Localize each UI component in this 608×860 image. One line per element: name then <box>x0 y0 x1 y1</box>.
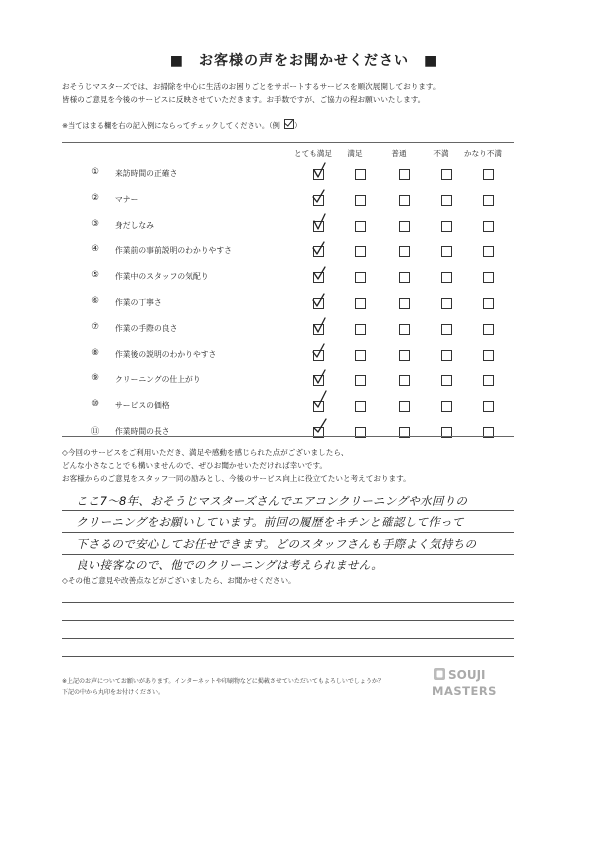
other-prompt: ◇その他ご意見や改善点などがございましたら、お聞かせください。 <box>62 576 296 585</box>
row-label: 作業の丁寧さ <box>115 298 162 307</box>
feedback-prompt-line-3: お客様からのご意見をスタッフ一同の励みとし、今後のサービス向上に役立てたいと考えております。 <box>62 474 411 483</box>
rating-checkbox[interactable] <box>399 246 410 257</box>
ruled-line <box>62 554 514 555</box>
rating-checkbox[interactable] <box>399 195 410 206</box>
row-label: 身だしなみ <box>115 220 154 230</box>
row-number: ① <box>91 167 99 177</box>
row-label: 作業後の説明のわかりやすさ <box>115 349 217 359</box>
ruled-line <box>62 510 514 511</box>
rating-checkbox[interactable] <box>355 169 366 180</box>
ruled-line <box>62 638 514 639</box>
handwritten-line: ここ7〜8年、おそうじマスターズさんでエアコンクリーニングや水回りの <box>76 494 468 508</box>
column-header: とても満足 <box>294 149 332 158</box>
row-number: ④ <box>91 244 99 255</box>
rating-checkbox[interactable] <box>355 401 366 412</box>
footer-line-2: 下記の中から丸印をお付けください。 <box>62 689 165 696</box>
rating-checkbox[interactable] <box>441 401 452 412</box>
row-number: ⑤ <box>91 270 99 281</box>
check-mark-icon <box>312 291 326 309</box>
rating-checkbox[interactable] <box>483 221 494 232</box>
rating-checkbox[interactable] <box>483 350 494 361</box>
check-instruction-text: ※当てはまる欄を右の記入例にならってチェックしてください。（例 <box>62 121 280 130</box>
row-number: ⑦ <box>91 321 99 332</box>
rating-checkbox[interactable] <box>441 272 452 283</box>
row-label: 作業中のスタッフの気配り <box>115 272 209 282</box>
row-label: 作業前の事前説明のわかりやすさ <box>115 246 232 256</box>
divider <box>62 436 514 437</box>
example-checkbox-icon <box>284 119 294 129</box>
check-mark-icon <box>312 317 326 335</box>
row-label: 来訪時間の正確さ <box>115 169 178 178</box>
rating-checkbox[interactable] <box>399 221 410 232</box>
check-mark-icon <box>312 214 326 232</box>
check-instruction: ※当てはまる欄を右の記入例にならってチェックしてください。（例 ） <box>62 121 302 130</box>
rating-checkbox[interactable] <box>355 324 366 335</box>
rating-checkbox[interactable] <box>355 272 366 283</box>
rating-checkbox[interactable] <box>399 298 410 309</box>
logo-line-2: MASTERS <box>432 684 497 698</box>
row-number: ⑪ <box>90 427 100 437</box>
rating-checkbox[interactable] <box>483 401 494 412</box>
column-header: かなり不満 <box>464 149 502 158</box>
feedback-prompt <box>62 446 532 485</box>
row-label: クリーニングの仕上がり <box>115 375 201 385</box>
handwritten-line: 良い接客なので、他でのクリーニングは考えられません。 <box>76 558 384 572</box>
rating-checkbox[interactable] <box>441 169 452 180</box>
rating-checkbox[interactable] <box>355 298 366 309</box>
handwritten-line: クリーニングをお願いしています。前回の履歴をキチンと確認して作って <box>76 515 464 529</box>
feedback-prompt-line-1: ◇今回のサービスをご利用いただき、満足や感動を感じられた点がございましたら、 <box>62 448 349 457</box>
rating-checkbox[interactable] <box>483 246 494 257</box>
rating-checkbox[interactable] <box>399 272 410 283</box>
handwritten-line: 下さるので安心してお任せできます。どのスタッフさんも手際よく気持ちの <box>76 537 477 551</box>
row-label: 作業時間の長さ <box>115 427 170 436</box>
footer-line-1: ※上記のお声についてお願いがあります。インターネットや印刷物などに掲載させていただいてもよろしいでしょうか？ <box>62 678 384 685</box>
ruled-line <box>62 532 514 533</box>
row-label: サービスの価格 <box>115 401 170 411</box>
rating-checkbox[interactable] <box>441 375 452 386</box>
rating-checkbox[interactable] <box>399 375 410 386</box>
row-number: ⑩ <box>91 399 99 410</box>
intro-line-2: 皆様のご意見を今後のサービスに反映させていただきます。お手数ですが、ご協力の程お願いいたします。 <box>62 95 426 104</box>
row-number: ⑥ <box>91 296 99 306</box>
check-mark-icon <box>312 188 326 206</box>
rating-checkbox[interactable] <box>399 169 410 180</box>
check-mark-icon <box>312 368 326 386</box>
ruled-line <box>62 602 514 603</box>
check-mark-icon <box>312 343 326 361</box>
check-mark-icon <box>312 162 326 180</box>
check-mark-icon <box>312 394 326 412</box>
rating-checkbox[interactable] <box>355 375 366 386</box>
rating-checkbox[interactable] <box>355 195 366 206</box>
rating-checkbox[interactable] <box>441 246 452 257</box>
column-header: 不満 <box>433 149 449 158</box>
company-logo <box>428 666 514 700</box>
rating-checkbox[interactable] <box>441 350 452 361</box>
rating-checkbox[interactable] <box>483 298 494 309</box>
logo-line-1: SOUJI <box>448 668 486 682</box>
page-title: ■ お客様の声をお聞かせください ■ <box>169 53 439 69</box>
rating-checkbox[interactable] <box>483 272 494 283</box>
rating-checkbox[interactable] <box>441 195 452 206</box>
ruled-line <box>62 620 514 621</box>
row-number: ⑨ <box>91 373 99 384</box>
divider <box>62 142 514 143</box>
ruled-line <box>62 656 514 657</box>
intro-text <box>62 80 572 106</box>
rating-checkbox[interactable] <box>355 221 366 232</box>
rating-checkbox[interactable] <box>441 298 452 309</box>
row-number: ② <box>91 192 99 203</box>
rating-checkbox[interactable] <box>355 246 366 257</box>
check-mark-icon <box>312 265 326 283</box>
check-mark-icon <box>312 239 326 257</box>
column-header: 満足 <box>347 149 363 158</box>
rating-checkbox[interactable] <box>355 350 366 361</box>
row-number: ③ <box>91 218 99 229</box>
row-label: マナー <box>115 194 139 204</box>
rating-checkbox[interactable] <box>483 375 494 386</box>
rating-checkbox[interactable] <box>483 195 494 206</box>
footer-note <box>62 676 384 698</box>
rating-checkbox[interactable] <box>399 350 410 361</box>
rating-checkbox[interactable] <box>399 401 410 412</box>
rating-checkbox[interactable] <box>441 221 452 232</box>
souji-masters-logo-icon <box>428 666 514 700</box>
intro-line-1: おそうじマスターズでは、お掃除を中心に生活のお困りごとをサポートするサービスを順次展開しております。 <box>62 82 441 91</box>
column-header: 普通 <box>391 149 407 158</box>
rating-checkbox[interactable] <box>483 324 494 335</box>
row-number: ⑧ <box>91 347 99 358</box>
row-label: 作業の手際の良さ <box>115 323 178 333</box>
rating-checkbox[interactable] <box>483 169 494 180</box>
rating-checkbox[interactable] <box>399 324 410 335</box>
feedback-prompt-line-2: どんな小さなことでも構いませんので、ぜひお聞かせいただければ幸いです。 <box>62 461 328 470</box>
rating-checkbox[interactable] <box>441 324 452 335</box>
